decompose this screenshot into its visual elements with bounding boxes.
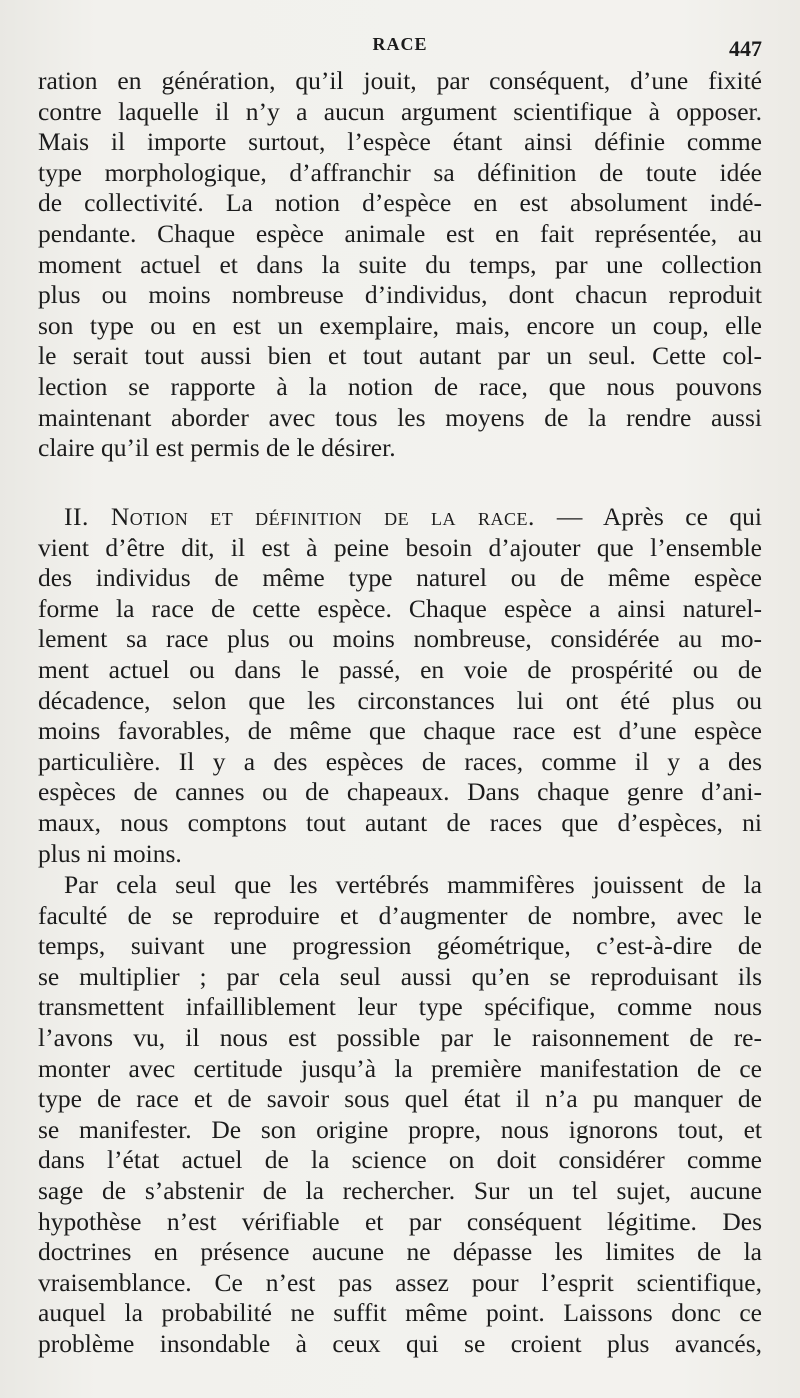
- paragraph: [38, 870, 762, 1360]
- text-line: des individus de même type naturel ou de même espèce: [38, 563, 762, 593]
- page-number: 447: [729, 36, 762, 61]
- text-line: moment actuel et dans la suite du temps, par une collection: [38, 249, 762, 279]
- text-line: type morphologique, d’affranchir sa définition de toute idée: [38, 157, 762, 187]
- paragraph-continuation: [38, 66, 762, 464]
- text-line: vraisemblance. Ce n’est pas assez pour l’esprit scientifique,: [38, 1267, 762, 1297]
- running-title: RACE: [372, 34, 428, 54]
- text-line: lection se rapporte à la notion de race, que nous pouvons: [38, 371, 762, 401]
- text-line: de collectivité. La notion d’espèce en est absolument indé-: [38, 188, 762, 218]
- text-line: monter avec certitude jusqu’à la première manifestation de ce: [38, 1053, 762, 1083]
- section-heading: II. Notion et définition de la race. —: [64, 502, 583, 531]
- text-line: hypothèse n’est vérifiable et par conséquent légitime. Des: [38, 1206, 762, 1236]
- text-line: ration en génération, qu’il jouit, par conséquent, d’une fixité: [38, 66, 762, 95]
- text-line: moins favorables, de même que chaque race est d’une espèce: [38, 716, 762, 746]
- text-line: se manifester. De son origine propre, nous ignorons tout, et: [38, 1114, 762, 1144]
- text-line: Par cela seul que les vertébrés mammifères jouissent de la: [64, 870, 762, 899]
- text-line: temps, suivant une progression géométrique, c’est-à-dire de: [38, 931, 762, 961]
- text-line: doctrines en présence aucune ne dépasse les limites de la: [38, 1237, 762, 1267]
- section-heading-line: [38, 502, 762, 533]
- text-line: claire qu’il est permis de le désirer.: [38, 433, 396, 463]
- text-line: maux, nous comptons tout autant de races que d’espèces, ni: [38, 807, 762, 837]
- text-line: transmettent infailliblement leur type spécifique, comme nous: [38, 992, 762, 1022]
- running-header: [38, 34, 762, 60]
- text-line: plus ni moins.: [38, 838, 182, 868]
- text-line: l’avons vu, il nous est possible par le raisonnement de re-: [38, 1022, 762, 1052]
- section-paragraph: [38, 502, 762, 869]
- text-line: type de race et de savoir sous quel état il n’a pu manquer de: [38, 1084, 762, 1114]
- text-line: pendante. Chaque espèce animale est en fait représentée, au: [38, 218, 762, 248]
- text-line: sage de s’abstenir de la rechercher. Sur un tel sujet, aucune: [38, 1175, 762, 1205]
- text-line: ment actuel ou dans le passé, en voie de prospérité ou de: [38, 654, 762, 684]
- text-line: vient d’être dit, il est à peine besoin d’ajouter que l’ensemble: [38, 532, 762, 562]
- text-line: particulière. Il y a des espèces de races, comme il y a des: [38, 746, 762, 776]
- text-line: auquel la probabilité ne suffit même point. Laissons donc ce: [38, 1298, 762, 1328]
- text-line: forme la race de cette espèce. Chaque espèce a ainsi naturel-: [38, 593, 762, 623]
- text-line: son type ou en est un exemplaire, mais, encore un coup, elle: [38, 310, 762, 340]
- text-line: maintenant aborder avec tous les moyens de la rendre aussi: [38, 402, 762, 432]
- text-line: problème insondable à ceux qui se croient plus avancés,: [38, 1328, 762, 1358]
- text-line: lement sa race plus ou moins nombreuse, considérée au mo-: [38, 624, 762, 654]
- text-line: se multiplier ; par cela seul aussi qu’en se reproduisant ils: [38, 961, 762, 991]
- text-line: faculté de se reproduire et d’augmenter de nombre, avec le: [38, 900, 762, 930]
- text-line: le serait tout aussi bien et tout autant par un seul. Cette col-: [38, 341, 762, 371]
- text-run: Après ce qui: [602, 502, 762, 531]
- text-line: plus ou moins nombreuse d’individus, dont chacun reproduit: [38, 280, 762, 310]
- text-line: contre laquelle il n’y a aucun argument scientifique à opposer.: [38, 96, 762, 126]
- text-line: décadence, selon que les circonstances lui ont été plus ou: [38, 685, 762, 715]
- text-line: Mais il importe surtout, l’espèce étant ainsi définie comme: [38, 127, 762, 157]
- text-line: espèces de cannes ou de chapeaux. Dans chaque genre d’ani-: [38, 777, 762, 807]
- text-line: dans l’état actuel de la science on doit considérer comme: [38, 1145, 762, 1175]
